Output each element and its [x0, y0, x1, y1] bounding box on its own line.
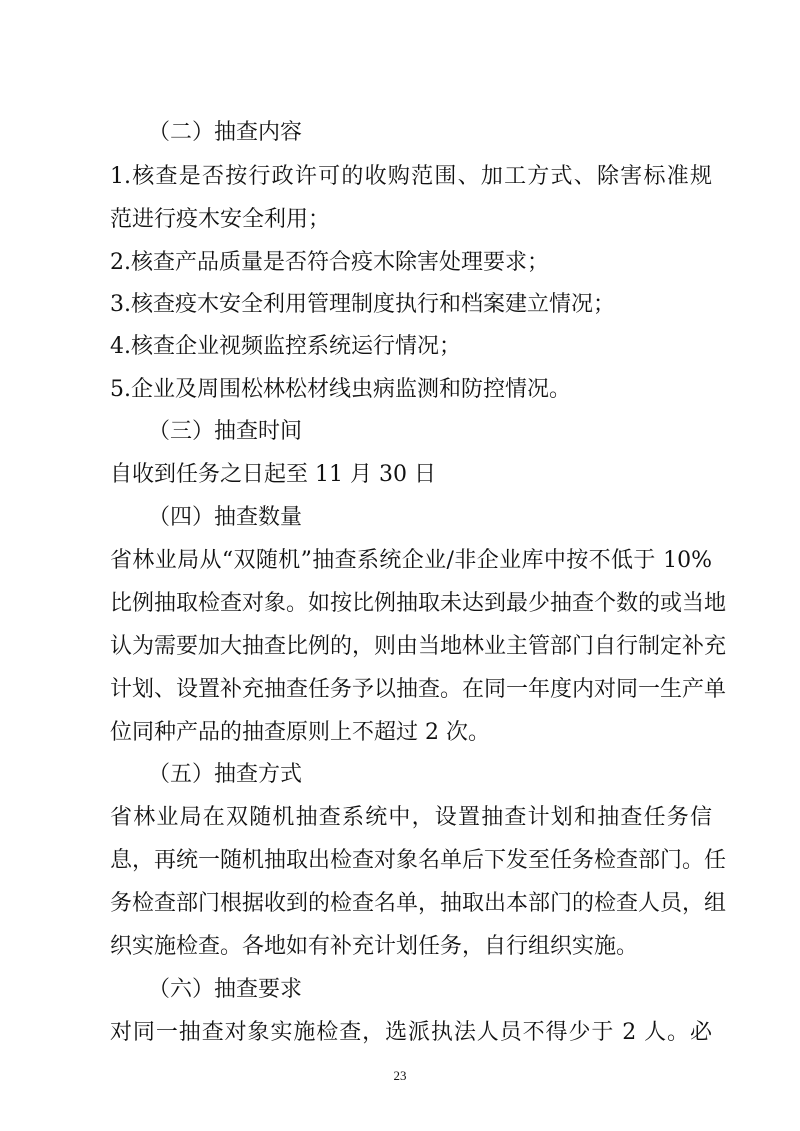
paragraph-line: 比例抽取检查对象。如按比例抽取未达到最少抽查个数的或当地 [110, 591, 727, 616]
page-number: 23 [393, 1068, 407, 1083]
paragraph-line: 认为需要加大抽查比例的，则由当地林业主管部门自行制定补充 [110, 634, 727, 659]
paragraph-line: 1.核查是否按行政许可的收购范围、加工方式、除害标准规 [110, 164, 712, 189]
paragraph-line: 息，再统一随机抽取出检查对象名单后下发至任务检查部门。任 [110, 848, 727, 873]
paragraph-line: 4.核查企业视频监控系统运行情况； [110, 334, 461, 359]
paragraph-line: 5.企业及周围松林松材线虫病监测和防控情况。 [110, 377, 571, 402]
paragraph-line: 位同种产品的抽查原则上不超过 2 次。 [110, 720, 490, 745]
section-heading-time: （三）抽查时间 [148, 419, 303, 444]
paragraph-line: 省林业局在双随机抽查系统中，设置抽查计划和抽查任务信 [110, 805, 712, 830]
section-heading-quantity: （四）抽查数量 [148, 505, 303, 530]
paragraph-line: 3.核查疫木安全利用管理制度执行和档案建立情况； [110, 292, 615, 317]
paragraph-line: 省林业局从“双随机”抽查系统企业/非企业库中按不低于 10% [110, 548, 712, 573]
paragraph-line: 计划、设置补充抽查任务予以抽查。在同一年度内对同一生产单 [110, 677, 727, 702]
paragraph-line: 2.核查产品质量是否符合疫木除害处理要求； [110, 250, 549, 275]
paragraph-line: 务检查部门根据收到的检查名单，抽取出本部门的检查人员，组 [110, 891, 727, 916]
paragraph-line: 对同一抽查对象实施检查，选派执法人员不得少于 2 人。必 [110, 1020, 712, 1045]
paragraph-line: 织实施检查。各地如有补充计划任务，自行组织实施。 [110, 934, 639, 959]
section-heading-method: （五）抽查方式 [148, 762, 303, 787]
paragraph-line: 范进行疫木安全利用； [110, 207, 331, 232]
paragraph-line: 自收到任务之日起至 11 月 30 日 [110, 462, 436, 487]
section-heading-requirements: （六）抽查要求 [148, 977, 303, 1002]
section-heading-content: （二）抽查内容 [148, 120, 303, 145]
